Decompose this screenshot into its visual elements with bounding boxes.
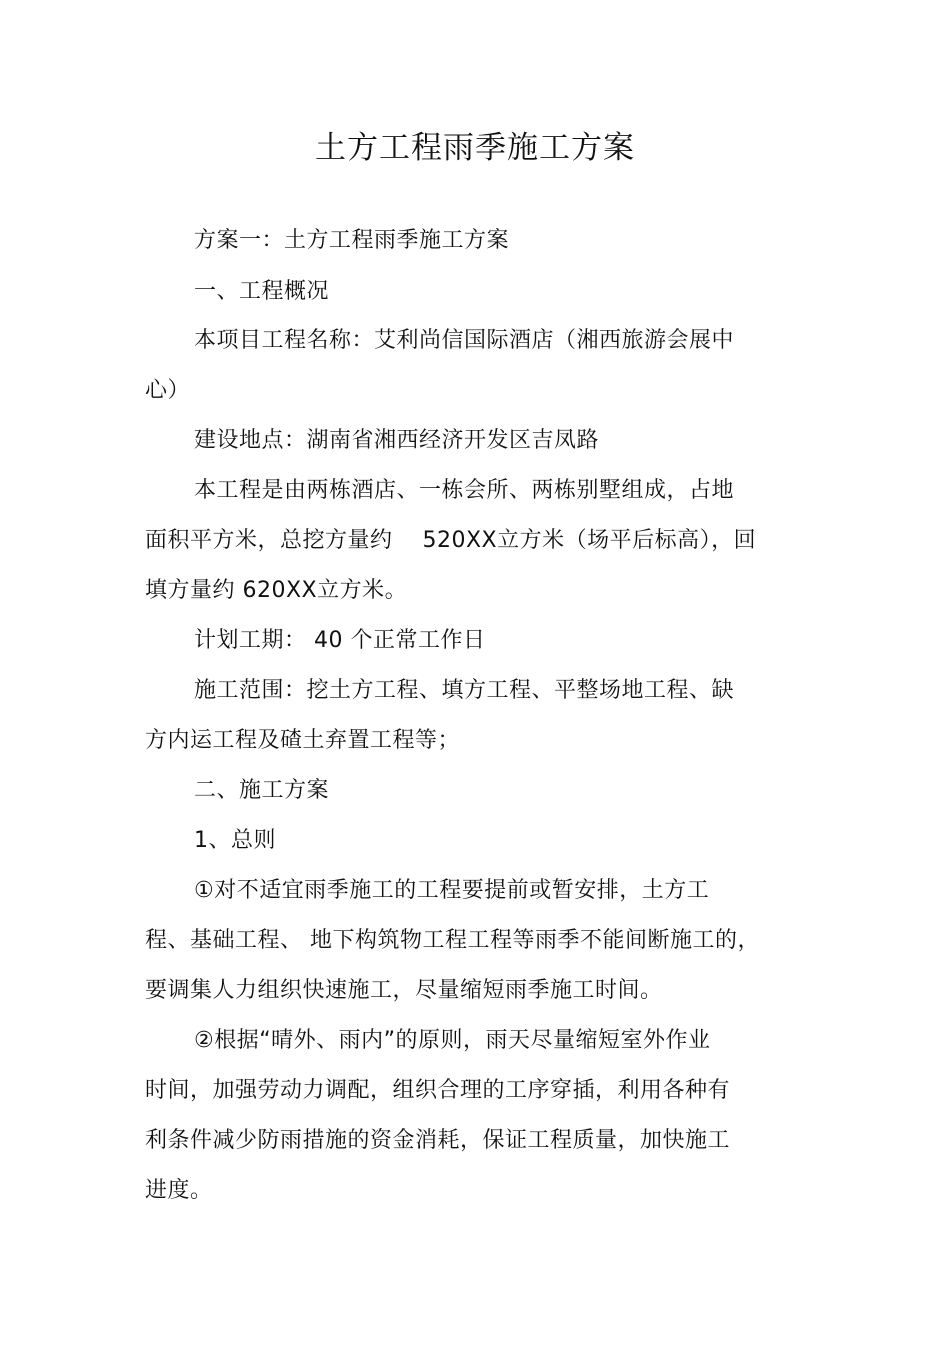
paragraph-line: 进度。 xyxy=(145,1178,213,1203)
paragraph-line: 方案一：土方工程雨季施工方案 xyxy=(194,228,510,253)
paragraph-line: 本项目工程名称：艾利尚信国际酒店（湘西旅游会展中 xyxy=(194,328,735,353)
section-heading: 二、施工方案 xyxy=(194,778,330,803)
paragraph-line: 心） xyxy=(145,378,191,403)
paragraph-line: 要调集人力组织快速施工，尽量缩短雨季施工时间。 xyxy=(145,978,663,1003)
section-heading: 一、工程概况 xyxy=(194,279,330,304)
paragraph-line: 时间，加强劳动力调配，组织合理的工序穿插，利用各种有 xyxy=(145,1078,731,1103)
paragraph-line: 施工范围：挖土方工程、填方工程、平整场地工程、缺 xyxy=(194,678,735,703)
paragraph-line: 方内运工程及碴土弃置工程等； xyxy=(145,728,461,753)
paragraph-line: 程、基础工程、 地下构筑物工程工程等雨季不能间断施工的， xyxy=(145,928,760,953)
paragraph-line: 计划工期： 40 个正常工作日 xyxy=(194,628,486,653)
paragraph-line: ②根据“晴外、雨内”的原则，雨天尽量缩短室外作业 xyxy=(194,1028,711,1053)
subsection-heading: 1、总则 xyxy=(194,828,276,853)
paragraph-line: 填方量约 620XX立方米。 xyxy=(145,578,408,603)
paragraph-line: 建设地点：湖南省湘西经济开发区吉凤路 xyxy=(194,428,600,453)
paragraph-line: ①对不适宜雨季施工的工程要提前或暂安排，土方工 xyxy=(194,878,710,903)
paragraph-line: 本工程是由两栋酒店、一栋会所、两栋别墅组成，占地 xyxy=(194,478,735,503)
paragraph-line: 面积平方米，总挖方量约 520XX立方米（场平后标高），回 xyxy=(145,528,757,553)
document-title: 土方工程雨季施工方案 xyxy=(315,130,635,166)
paragraph-line: 利条件减少防雨措施的资金消耗，保证工程质量，加快施工 xyxy=(145,1128,731,1153)
